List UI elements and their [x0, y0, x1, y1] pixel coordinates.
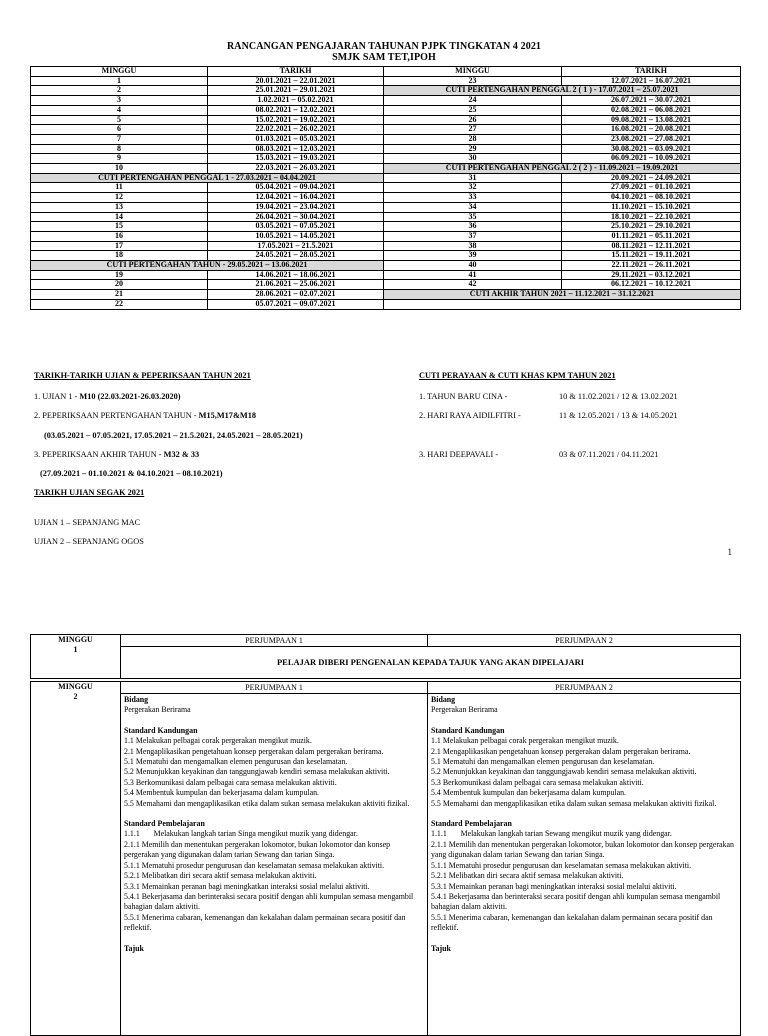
standard-kandungan-item: 5.4 Membentuk kumpulan dan bekerjasama dalam kumpulan.: [124, 788, 320, 798]
col-header-tarikh: TARIKH: [562, 67, 741, 77]
schedule-row: [31, 299, 741, 309]
week-number-cell: 38: [384, 241, 562, 251]
empty-cell: [384, 299, 741, 309]
week-date-cell: 22.02.2021 – 26.02.2021: [208, 125, 384, 135]
schedule-row: [31, 231, 741, 241]
week-date-cell: 03.05.2021 – 07.05.2021: [208, 222, 384, 232]
exams-heading: TARIKH-TARIKH UJIAN & PEPERIKSAAN TAHUN 2021: [34, 371, 251, 380]
standard-pembelajaran-heading: Standard Pembelajaran: [431, 819, 512, 829]
tajuk-heading: Tajuk: [124, 943, 144, 953]
tajuk-heading: Tajuk: [431, 943, 451, 953]
week-date-cell: 30.08.2021 – 03.09.2021: [562, 144, 741, 154]
perjumpaan-2-header: PERJUMPAAN 2: [428, 635, 741, 647]
week-date-cell: 17.05.2021 – 21.5.2021: [208, 241, 384, 251]
schedule-row: [31, 115, 741, 125]
standard-kandungan-item: 5.4 Membentuk kumpulan dan bekerjasama dalam kumpulan.: [431, 788, 627, 798]
week-date-cell: 29.11.2021 – 03.12.2021: [562, 270, 741, 280]
schedule-row: [31, 164, 741, 174]
schedule-row: [31, 270, 741, 280]
week-number-cell: 12: [31, 193, 208, 203]
week-2-label: MINGGU 2: [31, 682, 121, 1036]
week-number-cell: 23: [384, 76, 562, 86]
week-number-cell: 25: [384, 105, 562, 115]
standard-kandungan-item: 5.1 Mematuhi dan mengamalkan elemen pengurusan dan keselamatan.: [124, 757, 348, 767]
week-date-cell: 02.08.2021 – 06.08.2021: [562, 105, 741, 115]
week-date-cell: 09.08.2021 – 13.08.2021: [562, 115, 741, 125]
week-date-cell: 08.11.2021 – 12.11.2021: [562, 241, 741, 251]
week-number-cell: 7: [31, 134, 208, 144]
week-date-cell: 20.09.2021 – 24.09.2021: [562, 173, 741, 183]
standard-pembelajaran-item: 5.5.1 Menerima cabaran, kemenangan dan kekalahan dalam permainan secara positif dan reflektif.: [431, 912, 713, 933]
standard-kandungan-item: 5.2 Menunjukkan keyakinan dan tanggungjawab kendiri semasa melakukan aktiviti.: [431, 767, 697, 777]
perjumpaan-2-header: PERJUMPAAN 2: [428, 682, 741, 694]
holiday-1-dates: 10 & 11.02.2021 / 12 & 13.02.2021: [559, 392, 678, 401]
week-number-cell: 37: [384, 231, 562, 241]
week-date-cell: 16.08.2021 – 20.08.2021: [562, 125, 741, 135]
week-date-cell: 01.11.2021 – 05.11.2021: [562, 231, 741, 241]
week-number-cell: 8: [31, 144, 208, 154]
week-date-cell: 08.02.2021 – 12.02.2021: [208, 105, 384, 115]
week-number-cell: 15: [31, 222, 208, 232]
week-date-cell: 12.04.2021 – 16.04.2021: [208, 193, 384, 203]
week-date-cell: 22.11.2021 – 26.11.2021: [562, 261, 741, 271]
standard-kandungan-item: 5.3 Berkomunikasi dalam pelbagai cara semasa melakukan aktiviti.: [124, 777, 337, 787]
standard-pembelajaran-item: 2.1.1 Memilih dan menentukan pergerakan lokomotor, bukan lokomotor dan konsep pergerakan yang digunakan dalam tarian Sewang dan tarian Singa.: [124, 839, 391, 860]
standard-kandungan-item: 1.1 Melakukan pelbagai corak pergerakan mengikut muzik.: [431, 736, 619, 746]
standard-pembelajaran-item: 5.1.1 Mematuhi prosedur pengurusan dan keselamatan semasa melakukan aktiviti.: [431, 860, 692, 870]
schedule-row: [31, 202, 741, 212]
week-number-cell: 40: [384, 261, 562, 271]
exam-item-2: [34, 411, 256, 420]
week-number-cell: 33: [384, 193, 562, 203]
schedule-row: [31, 76, 741, 86]
perjumpaan-2-content: [428, 694, 741, 1036]
week-date-cell: 21.06.2021 – 25.06.2021: [208, 280, 384, 290]
schedule-row: [31, 280, 741, 290]
col-header-minggu: MINGGU: [384, 67, 562, 77]
standard-kandungan-item: 1.1 Melakukan pelbagai corak pergerakan mengikut muzik.: [124, 736, 312, 746]
week-number-cell: 5: [31, 115, 208, 125]
standard-kandungan-list: [431, 736, 737, 809]
schedule-row: [31, 261, 741, 271]
holiday-1-name: 1. TAHUN BARU CINA -: [419, 392, 508, 401]
week-date-cell: 15.11.2021 – 19.11.2021: [562, 251, 741, 261]
week-date-cell: 15.02.2021 – 19.02.2021: [208, 115, 384, 125]
week-number-cell: 3: [31, 96, 208, 106]
week-number-cell: 36: [384, 222, 562, 232]
holiday-3-name: 3. HARI DEEPAVALI -: [419, 450, 499, 459]
schedule-row: [31, 96, 741, 106]
week-number-cell: 19: [31, 270, 208, 280]
week-date-cell: 22.03.2021 – 26.03.2021: [208, 164, 384, 174]
week-date-cell: 06.09.2021 – 10.09.2021: [562, 154, 741, 164]
week-date-cell: 01.03.2021 – 05.03.2021: [208, 134, 384, 144]
segak-test-2: UJIAN 2 – SEPANJANG OGOS: [34, 537, 144, 546]
week-date-cell: 28.06.2021 – 02.07.2021: [208, 290, 384, 300]
sp-first-item: 1.1.1 Melakukan langkah tarian Singa mengikut muzik yang didengar.: [124, 829, 358, 839]
week-date-cell: 06.12.2021 – 10.12.2021: [562, 280, 741, 290]
week-number-cell: 18: [31, 251, 208, 261]
perjumpaan-1-content: [121, 694, 428, 1036]
week-number-cell: 35: [384, 212, 562, 222]
week-number-cell: 41: [384, 270, 562, 280]
week-number-cell: 4: [31, 105, 208, 115]
week-date-cell: 08.03.2021 – 12.03.2021: [208, 144, 384, 154]
week-number-cell: 29: [384, 144, 562, 154]
standard-pembelajaran-item: 5.4.1 Bekerjasama dan berinteraksi secara positif dengan ahli kumpulan semasa mengambil bahagian dalam aktiviti.: [124, 891, 414, 912]
holiday-2-name: 2. HARI RAYA AIDILFITRI -: [419, 411, 521, 420]
week-date-cell: 20.01.2021 – 22.01.2021: [208, 76, 384, 86]
exam-item-3-weeks: M32 & 33: [163, 450, 200, 459]
exam-item-3-label: 3. PEPERIKSAAN AKHIR TAHUN -: [34, 450, 164, 459]
week-date-cell: 05.04.2021 – 09.04.2021: [208, 183, 384, 193]
perjumpaan-1-header: PERJUMPAAN 1: [121, 635, 428, 647]
col-header-tarikh: TARIKH: [208, 67, 384, 77]
perjumpaan-1-header: PERJUMPAAN 1: [121, 682, 428, 694]
week-number-cell: 32: [384, 183, 562, 193]
exam-item-2-label: 2. PEPERIKSAAN PERTENGAHAN TAHUN -: [34, 411, 199, 420]
week-number-cell: 9: [31, 154, 208, 164]
school-name: SMJK SAM TET,IPOH: [332, 52, 436, 63]
standard-kandungan-item: 5.2 Menunjukkan keyakinan dan tanggungjawab kendiri semasa melakukan aktiviti.: [124, 767, 390, 777]
plan-week-1-table: [30, 634, 741, 679]
standard-pembelajaran-item: 5.3.1 Memainkan peranan bagi meningkatkan interaksi sosial melalui aktiviti.: [124, 881, 370, 891]
week-number-cell: 6: [31, 125, 208, 135]
week-date-cell: 15.03.2021 – 19.03.2021: [208, 154, 384, 164]
week-number-cell: 26: [384, 115, 562, 125]
standard-kandungan-item: 2.1 Mengaplikasikan pengetahuan konsep pergerakan dalam pergerakan berirama.: [431, 746, 691, 756]
week-number-cell: 17: [31, 241, 208, 251]
exam-item-1-label: 1. UJIAN 1 -: [34, 392, 80, 401]
week-number-cell: 11: [31, 183, 208, 193]
schedule-row: [31, 290, 741, 300]
standard-pembelajaran-heading: Standard Pembelajaran: [124, 819, 205, 829]
intro-text: PELAJAR DIBERI PENGENALAN KEPADA TAJUK YANG AKAN DIPELAJARI: [121, 647, 741, 679]
standard-pembelajaran-item: 2.1.1 Memilih dan menentukan pergerakan lokomotor, bukan lokomotor dan konsep pergerakan yang digunakan dalam tarian Sewang dan tarian Singa.: [431, 839, 734, 860]
week-number-cell: 34: [384, 202, 562, 212]
sp-first-item: 1.1.1 Melakukan langkah tarian Sewang mengikut muzik yang didengar.: [431, 829, 672, 839]
schedule-row: [31, 251, 741, 261]
week-date-cell: 14.06.2021 – 18.06.2021: [208, 270, 384, 280]
schedule-row: [31, 125, 741, 135]
standard-kandungan-item: 5.5 Memahami dan mengaplikasikan etika dalam sukan semasa melakukan aktiviti fizikal.: [431, 798, 717, 808]
schedule-table: [30, 66, 741, 310]
week-number-cell: 2: [31, 86, 208, 96]
holiday-break-cell: CUTI PERTENGAHAN PENGGAL 2 ( 1 ) - 17.07.2021 – 25.07.2021: [384, 86, 741, 96]
week-date-cell: 18.10.2021 – 22.10.2021: [562, 212, 741, 222]
standard-pembelajaran-item: 5.1.1 Mematuhi prosedur pengurusan dan keselamatan semasa melakukan aktiviti.: [124, 860, 385, 870]
holiday-2-dates: 11 & 12.05.2021 / 13 & 14.05.2021: [559, 411, 678, 420]
plan-week-2-table: [30, 681, 741, 1036]
week-date-cell: 04.10.2021 – 08.10.2021: [562, 193, 741, 203]
standard-pembelajaran-item: 5.5.1 Menerima cabaran, kemenangan dan kekalahan dalam permainan secara positif dan reflektif.: [124, 912, 406, 933]
holiday-break-cell: CUTI AKHIR TAHUN 2021 – 11.12.2021 – 31.12.2021: [384, 290, 741, 300]
week-number-cell: 20: [31, 280, 208, 290]
week-number-cell: 28: [384, 134, 562, 144]
holidays-heading: CUTI PERAYAAN & CUTI KHAS KPM TAHUN 2021: [419, 371, 616, 380]
week-number-cell: 31: [384, 173, 562, 183]
week-date-cell: 19.04.2021 – 23.04.2021: [208, 202, 384, 212]
standard-pembelajaran-item: 5.3.1 Memainkan peranan bagi meningkatkan interaksi sosial melalui aktiviti.: [431, 881, 677, 891]
week-number-cell: 21: [31, 290, 208, 300]
schedule-row: [31, 144, 741, 154]
schedule-row: [31, 241, 741, 251]
week-date-cell: 1.02.2021 – 05.02.2021: [208, 96, 384, 106]
standard-kandungan-item: 2.1 Mengaplikasikan pengetahuan konsep pergerakan dalam pergerakan berirama.: [124, 746, 384, 756]
holiday-3-dates: 03 & 07.11.2021 / 04.11.2021: [559, 450, 659, 459]
schedule-row: [31, 86, 741, 96]
exam-item-3: [34, 450, 199, 459]
standard-pembelajaran-item: 5.2.1 Melibatkan diri secara aktif semasa melakukan aktiviti.: [124, 871, 317, 881]
week-date-cell: 10.05.2021 – 14.05.2021: [208, 231, 384, 241]
bidang-heading: Bidang: [124, 695, 149, 704]
segak-heading: TARIKH UJIAN SEGAK 2021: [34, 488, 145, 497]
schedule-row: [31, 134, 741, 144]
standard-kandungan-heading: Standard Kandungan: [431, 725, 505, 735]
week-date-cell: 24.05.2021 – 28.05.2021: [208, 251, 384, 261]
standard-kandungan-item: 5.3 Berkomunikasi dalam pelbagai cara semasa melakukan aktiviti.: [431, 777, 644, 787]
bidang-value: Pergerakan Berirama: [431, 705, 498, 715]
week-number-cell: 42: [384, 280, 562, 290]
exam-item-1-week: M10 (22.03.2021-26.03.2020): [79, 392, 181, 401]
schedule-row: [31, 212, 741, 222]
exam-item-1: [34, 392, 181, 401]
week-date-cell: 25.01.2021 – 29.01.2021: [208, 86, 384, 96]
bidang-value: Pergerakan Berirama: [124, 705, 191, 715]
week-number-cell: 39: [384, 251, 562, 261]
week-number-cell: 22: [31, 299, 208, 309]
week-number-cell: 1: [31, 76, 208, 86]
standard-pembelajaran-item: 5.2.1 Melibatkan diri secara aktif semasa melakukan aktiviti.: [431, 871, 624, 881]
schedule-row: [31, 105, 741, 115]
exam-item-2-weeks: M15,M17&M18: [198, 411, 256, 420]
document-title: RANCANGAN PENGAJARAN TAHUNAN PJPK TINGKATAN 4 2021: [226, 41, 542, 52]
week-number-cell: 16: [31, 231, 208, 241]
bidang-heading: Bidang: [431, 695, 456, 704]
week-date-cell: 12.07.2021 – 16.07.2021: [562, 76, 741, 86]
exam-item-2-dates: (03.05.2021 – 07.05.2021, 17.05.2021 – 21.5.2021, 24.05.2021 – 28.05.2021): [44, 431, 303, 440]
schedule-row: [31, 173, 741, 183]
page-number: 1: [727, 547, 732, 557]
standard-kandungan-item: 5.5 Memahami dan mengaplikasikan etika dalam sukan semasa melakukan aktiviti fizikal.: [124, 798, 410, 808]
standard-pembelajaran-item: 5.4.1 Bekerjasama dan berinteraksi secara positif dengan ahli kumpulan semasa mengambil bahagian dalam aktiviti.: [431, 891, 721, 912]
week-number-cell: 10: [31, 164, 208, 174]
week-1-label: MINGGU 1: [31, 635, 121, 679]
col-header-minggu: MINGGU: [31, 67, 208, 77]
holiday-break-cell: CUTI PERTENGAHAN PENGGAL 1 - 27.03.2021 – 04.04.2021: [31, 173, 384, 183]
week-number-cell: 13: [31, 202, 208, 212]
week-date-cell: 26.07.2021 – 30.07.2021: [562, 96, 741, 106]
standard-kandungan-list: [124, 736, 424, 809]
schedule-row: [31, 183, 741, 193]
week-date-cell: 23.08.2021 – 27.08.2021: [562, 134, 741, 144]
exam-item-3-dates: (27.09.2021 – 01.10.2021 & 04.10.2021 – 08.10.2021): [40, 469, 223, 478]
standard-kandungan-item: 5.1 Mematuhi dan mengamalkan elemen pengurusan dan keselamatan.: [431, 757, 655, 767]
standard-pembelajaran-list: [124, 840, 424, 934]
week-number-cell: 24: [384, 96, 562, 106]
schedule-row: [31, 154, 741, 164]
schedule-row: [31, 222, 741, 232]
segak-test-1: UJIAN 1 – SEPANJANG MAC: [34, 518, 141, 527]
week-date-cell: 26.04.2021 – 30.04.2021: [208, 212, 384, 222]
week-date-cell: 05.07.2021 – 09.07.2021: [208, 299, 384, 309]
week-number-cell: 14: [31, 212, 208, 222]
week-number-cell: 30: [384, 154, 562, 164]
week-number-cell: 27: [384, 125, 562, 135]
week-date-cell: 25.10.2021 – 29.10.2021: [562, 222, 741, 232]
week-date-cell: 11.10.2021 – 15.10.2021: [562, 202, 741, 212]
holiday-break-cell: CUTI PERTENGAHAN PENGGAL 2 ( 2 ) - 11.09.2021 – 19.09.2021: [384, 164, 741, 174]
week-date-cell: 27.09.2021 – 01.10.2021: [562, 183, 741, 193]
standard-pembelajaran-list: [431, 840, 737, 934]
holiday-break-cell: CUTI PERTENGAHAN TAHUN - 29.05.2021 – 13.06.2021: [31, 261, 384, 271]
standard-kandungan-heading: Standard Kandungan: [124, 725, 198, 735]
schedule-row: [31, 193, 741, 203]
